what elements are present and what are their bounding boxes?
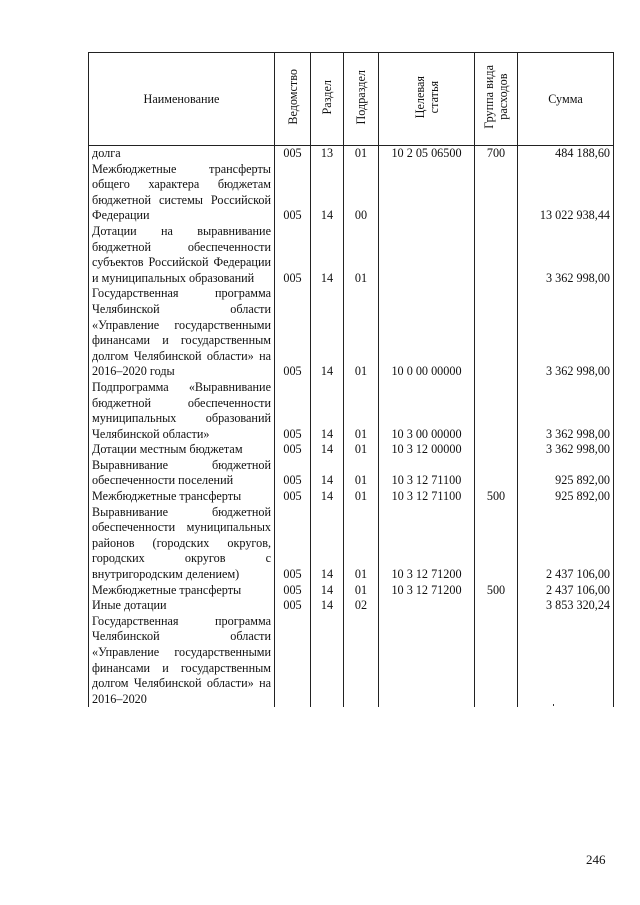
table-row <box>89 583 614 599</box>
table-cell-sum: 484 188,60 <box>518 146 614 162</box>
table-row <box>89 598 614 614</box>
table-cell-subsection: 01 <box>344 286 379 380</box>
table-cell-dept: 005 <box>275 286 311 380</box>
table-row <box>89 505 614 583</box>
table-cell-dept: 005 <box>275 458 311 489</box>
header-subsection: Подраздел <box>344 53 379 146</box>
header-dept: Ведомство <box>275 53 311 146</box>
table-cell-subsection: 01 <box>344 442 379 458</box>
table-cell-name: Иные дотации <box>89 598 275 614</box>
table-cell-section: 14 <box>311 286 344 380</box>
table-row <box>89 286 614 380</box>
table-cell-name: Выравнивание бюджетной обеспеченности муниципальных районов (городских округов, городских округов с внутригородским делением) <box>89 505 275 583</box>
table-cell-target <box>379 598 475 614</box>
table-cell-sum: 925 892,00 <box>518 458 614 489</box>
table-cell-section: 14 <box>311 598 344 614</box>
table-row <box>89 458 614 489</box>
table-cell-name: Подпрограмма «Выравнивание бюджетной обеспеченности муниципальных образований Челябинской области» <box>89 380 275 442</box>
table-cell-group <box>475 380 518 442</box>
table-cell-target: 10 3 12 71200 <box>379 505 475 583</box>
table-cell-group <box>475 224 518 286</box>
table-cell-target <box>379 162 475 224</box>
table-row <box>89 380 614 442</box>
table-cell-section: 13 <box>311 146 344 162</box>
table-cell-group: 500 <box>475 489 518 505</box>
table-cell-subsection: 01 <box>344 583 379 599</box>
table-row <box>89 224 614 286</box>
header-section: Раздел <box>311 53 344 146</box>
table-cell-target: 10 3 12 71100 <box>379 489 475 505</box>
table-cell-target: 10 3 12 00000 <box>379 442 475 458</box>
table-cell-name: Межбюджетные трансферты <box>89 583 275 599</box>
table-cell-section: 14 <box>311 442 344 458</box>
page-number: 246 <box>586 852 606 867</box>
table-cell-target: 10 0 00 00000 <box>379 286 475 380</box>
table-cell-sum: 925 892,00 <box>518 489 614 505</box>
table-cell-sum: 3 362 998,00 <box>518 380 614 442</box>
table-cell-dept: 005 <box>275 380 311 442</box>
table-cell-sum: 3 362 998,00 <box>518 442 614 458</box>
header-target: Целевая статья <box>379 53 475 146</box>
table-cell-subsection: 01 <box>344 505 379 583</box>
table-row <box>89 162 614 224</box>
header-sum: Сумма <box>518 53 614 146</box>
table-cell-sum: 2 437 106,00 <box>518 583 614 599</box>
table-cell-name: Дотации местным бюджетам <box>89 442 275 458</box>
table-cell-dept: 005 <box>275 583 311 599</box>
table-cell-sum: 3 362 998,00 <box>518 286 614 380</box>
table-row <box>89 442 614 458</box>
table-cell-name: Дотации на выравнивание бюджетной обеспеченности субъектов Российской Федерации и муниципальных образований <box>89 224 275 286</box>
table-cell-target: 10 3 12 71100 <box>379 458 475 489</box>
table-cell-name: Выравнивание бюджетной обеспеченности поселений <box>89 458 275 489</box>
table-cell-group: 700 <box>475 146 518 162</box>
table-cell-name: Государственная программа Челябинской области «Управление государственными финансами и государственным долгом Челябинской области» на 2016–2020 годы <box>89 286 275 380</box>
table-cell-sum: 3 362 998,00 <box>518 224 614 286</box>
header-name: Наименование <box>89 53 275 146</box>
table-row <box>89 614 614 708</box>
table-cell-group: 500 <box>475 583 518 599</box>
table-cell-group <box>475 505 518 583</box>
table-cell-name: долга <box>89 146 275 162</box>
table-cell-subsection: 01 <box>344 146 379 162</box>
table-cell-section: 14 <box>311 583 344 599</box>
table-cell-dept: 005 <box>275 146 311 162</box>
table-cell-dept: 005 <box>275 505 311 583</box>
table-body <box>89 146 614 708</box>
table-cell-dept <box>275 614 311 708</box>
table-cell-dept: 005 <box>275 224 311 286</box>
table-cell-subsection: 01 <box>344 458 379 489</box>
table-cell-section: 14 <box>311 162 344 224</box>
table-cell-dept: 005 <box>275 162 311 224</box>
table-cell-group <box>475 286 518 380</box>
table-row <box>89 489 614 505</box>
table-cell-section: 14 <box>311 458 344 489</box>
table-row <box>89 146 614 162</box>
table-cell-section: 14 <box>311 489 344 505</box>
table-cell-group <box>475 442 518 458</box>
table-cell-sum <box>518 614 614 708</box>
table-header-row <box>89 53 614 146</box>
table-cell-dept: 005 <box>275 442 311 458</box>
table-cell-group <box>475 162 518 224</box>
table-cell-subsection <box>344 614 379 708</box>
table-cell-target: 10 3 12 71200 <box>379 583 475 599</box>
table-cell-dept: 005 <box>275 598 311 614</box>
table-cell-subsection: 00 <box>344 162 379 224</box>
table-cell-subsection: 01 <box>344 489 379 505</box>
table-cell-section <box>311 614 344 708</box>
table-cell-target <box>379 614 475 708</box>
table-cell-target: 10 2 05 06500 <box>379 146 475 162</box>
stray-mark <box>553 704 554 706</box>
table-cell-name: Межбюджетные трансферты общего характера бюджетам бюджетной системы Российской Федерации <box>89 162 275 224</box>
table-cell-section: 14 <box>311 505 344 583</box>
table-cell-subsection: 01 <box>344 224 379 286</box>
table-cell-section: 14 <box>311 224 344 286</box>
table-cell-subsection: 02 <box>344 598 379 614</box>
table-cell-target: 10 3 00 00000 <box>379 380 475 442</box>
table-cell-dept: 005 <box>275 489 311 505</box>
header-group: Группа вида расходов <box>475 53 518 146</box>
table-cell-group <box>475 458 518 489</box>
table-cell-section: 14 <box>311 380 344 442</box>
table-cell-target <box>379 224 475 286</box>
table-cell-name: Государственная программа Челябинской области «Управление государственными финансами и государственным долгом Челябинской области» на 2016–2020 <box>89 614 275 708</box>
table-cell-group <box>475 614 518 708</box>
table-cell-sum: 3 853 320,24 <box>518 598 614 614</box>
table-cell-group <box>475 598 518 614</box>
table-cell-name: Межбюджетные трансферты <box>89 489 275 505</box>
table-cell-sum: 13 022 938,44 <box>518 162 614 224</box>
table-cell-subsection: 01 <box>344 380 379 442</box>
table-cell-sum: 2 437 106,00 <box>518 505 614 583</box>
budget-table <box>88 52 614 707</box>
